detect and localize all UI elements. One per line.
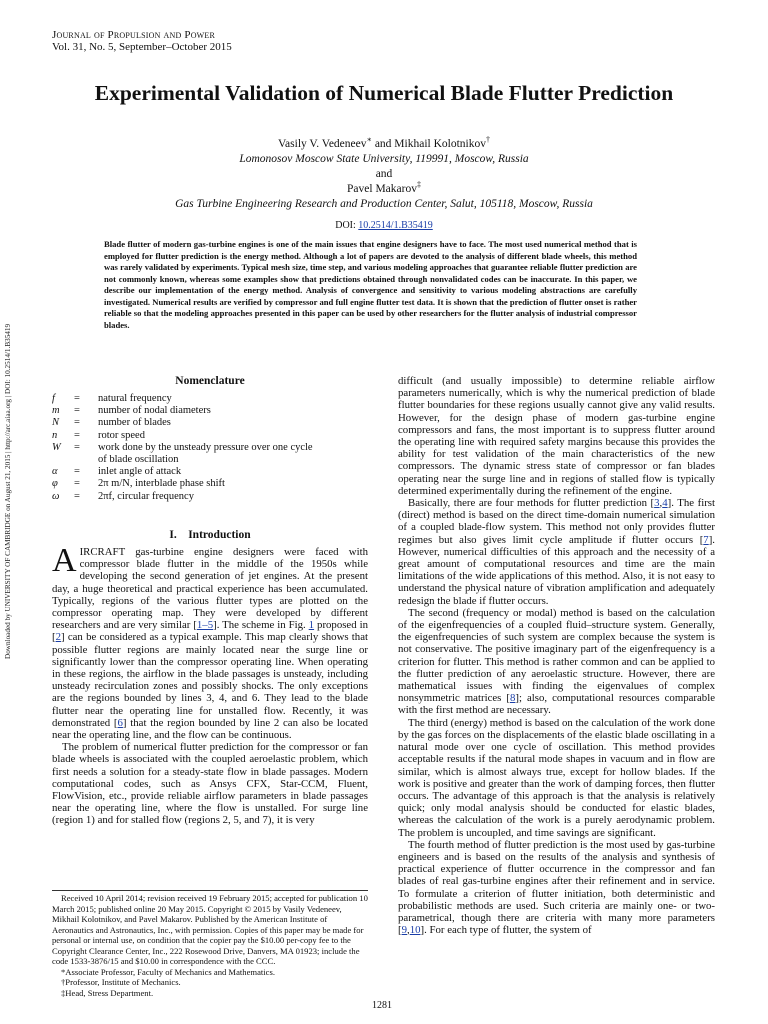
footnote-3: ‡Head, Stress Department.	[61, 987, 154, 998]
nomenclature-definition: natural frequency	[98, 393, 172, 404]
nomenclature-row	[52, 442, 314, 466]
abstract: Blade flutter of modern gas-turbine engines is one of the main issues that engine designers have to face. The most used numerical method that is employed for flutter prediction is the energy method. Although a lot of papers are devoted to the analysis of different blade wheels, this method was rarely validated by experiments. Typical mesh size, time step, and various modeling approaches that guarantee reliable flutter prediction are not commonly known, whereas some examples show that predictions obtained through nonvalidated codes can be inaccurate. In this paper, we describe our implementation of the energy method. Analysis of convergence and sensitivity to various modeling abstractions are carefully investigated. Numerical results are verified by compressor and full engine flutter test data. It is shown that the prediction of flutter onset is rather reliable so that the modeling approaches presented in this paper can be used by other researchers for the flutter analysis of industrial compressor blades.	[104, 239, 637, 330]
journal-volume: Vol. 31, No. 5, September–October 2015	[52, 41, 232, 53]
nomenclature-row	[52, 393, 352, 405]
nomenclature-definition: rotor speed	[98, 429, 145, 441]
nomenclature-equals: =	[74, 393, 80, 404]
nomenclature-symbol: m	[52, 405, 60, 417]
nomenclature-definition: number of blades	[98, 417, 171, 429]
nomenclature-definition: 2πf, circular frequency	[98, 490, 194, 502]
nomenclature-row	[52, 430, 352, 442]
affiliation-salut: Gas Turbine Engineering Research and Production Center, Salut, 105118, Moscow, Russia	[175, 198, 593, 210]
nomenclature-definition: work done by the unsteady pressure over one cycle of blade oscillation	[98, 441, 313, 466]
nomenclature-symbol: ω	[52, 490, 60, 502]
nomenclature-symbol: W	[52, 441, 61, 453]
body-text: ]. For each type of flutter, the system of	[420, 924, 592, 937]
nomenclature-equals: =	[74, 466, 80, 478]
figure-link[interactable]: 1	[308, 619, 315, 632]
citation-link[interactable]: 7	[703, 533, 709, 546]
nomenclature-heading: Nomenclature	[175, 375, 245, 387]
author-vedeneev: Vasily V. Vedeneev	[278, 138, 367, 150]
nomenclature-symbol: N	[52, 417, 60, 429]
right-column-text	[398, 375, 715, 936]
citation-link[interactable]: 4	[662, 497, 668, 510]
body-text: ,	[407, 924, 410, 937]
nomenclature-row	[52, 491, 352, 503]
nomenclature-equals: =	[74, 405, 80, 417]
author-conjunction: and	[371, 138, 395, 150]
author-footnote-mark[interactable]: ‡	[416, 180, 421, 190]
citation-link[interactable]: 1–5	[196, 619, 214, 632]
nomenclature-definition: 2π m/N, interblade phase shift	[98, 478, 225, 490]
body-text: ]; also, computational resources comparable with the first method are necessary.	[398, 692, 715, 717]
intro-text: proposed in [	[52, 619, 368, 644]
author-footnote-mark[interactable]: ∗	[366, 135, 372, 145]
authors-line-2	[100, 182, 668, 196]
journal-name: Journal of Propulsion and Power	[52, 29, 216, 41]
nomenclature-symbol: n	[52, 429, 58, 441]
page-number: 1281	[372, 1000, 392, 1011]
intro-text: ] can be considered as a typical example. This map clearly shows that possible flutter regions are mainly located near the surge line or significantly lower than the compressor operating line. When operating in these regions, the airflow in the blade passages is unsteady, including unsteady recirculation zones and possibly shocks. The only exceptions are the regions bounded by lines 3, 4, and 6. They lead to the blade flutter near the operating line for unstalled flow. Recently, it was demonstrated [	[52, 631, 368, 729]
body-text: Basically, there are four methods for flutter prediction [	[408, 497, 655, 510]
citation-link[interactable]: 6	[117, 716, 123, 729]
footnotes	[52, 893, 370, 998]
body-text: ]. The first (direct) method is based on the direct time-domain numerical simulation of a coupled blade-flow system. This method not only provides flutter regimes but also gives limit cycle amplitude if flutter occurs [	[398, 497, 715, 546]
author-footnote-mark[interactable]: †	[485, 135, 490, 145]
nomenclature-equals: =	[74, 490, 80, 502]
nomenclature-symbol: α	[52, 466, 58, 478]
nomenclature-row	[52, 478, 352, 490]
nomenclature-row	[52, 417, 352, 429]
authors-and: and	[375, 168, 393, 180]
citation-link[interactable]: 10	[409, 924, 421, 937]
footnote-divider	[52, 890, 368, 891]
nomenclature-row	[52, 405, 352, 417]
received-note: Received 10 April 2014; revision received 19 February 2015; accepted for publication 10 March 2015; published online 20 May 2015. Copyright © 2015 by Vasily Vedeneev, Mikhail Kolotnikov, and Pavel Makarov. Published by the American Institute of Aeronautics and Astronautics, Inc., with permission. Copies of this paper may be made for personal or internal use, on condition that the copier pay the $10.00 per-copy fee to the Copyright Clearance Center, Inc., 222 Rosewood Drive, Danvers, MA 01923; include the code 1533-3876/15 and $10.00 in correspondence with the CCC.	[52, 893, 368, 966]
nomenclature-table	[52, 393, 352, 503]
body-text: ]. However, numerical difficulties of this approach and the necessity of a great amount of computational resources and time are the main limitations of the wide applications of this method. Also, it is not easy to understand the physical nature of vibration amplification and adequately redesign the blade if flutter occurs.	[398, 533, 715, 607]
intro-paragraph-1	[52, 542, 368, 742]
body-text: The fourth method of flutter prediction is the most used by gas-turbine engineers and is based on the results of the analysis and synthesis of practical experience of flutter occurrence in the compressor and fan blades of real gas-turbine engines after their refinement and in service. To formulate a criterion of flutter initiation, both deterministic and probabilistic methods are used. Such criteria are mainly one- or two-parametrical, though there are criteria with many more parameters [	[398, 838, 715, 937]
body-text: ,	[659, 497, 663, 510]
nomenclature-definition: number of nodal diameters	[98, 405, 211, 417]
author-makarov: Pavel Makarov	[347, 183, 417, 195]
doi-link[interactable]: 10.2514/1.B35419	[358, 220, 433, 231]
nomenclature-symbol: φ	[52, 478, 58, 490]
nomenclature-definition: inlet angle of attack	[98, 466, 182, 478]
introduction-heading: I. Introduction	[169, 529, 251, 541]
nomenclature-equals: =	[74, 478, 80, 490]
left-column-text	[52, 542, 368, 827]
nomenclature-equals: =	[74, 441, 80, 453]
nomenclature-equals: =	[74, 417, 80, 429]
intro-text: ] that the region bounded by line 2 can also be located near the operating line, and the flow can be continuous.	[52, 716, 368, 742]
nomenclature-symbol: f	[52, 393, 55, 404]
intro-text: ]. The scheme in Fig.	[213, 619, 309, 632]
intro-paragraph-2: The problem of numerical flutter prediction for the compressor or fan blade wheels is associated with the coupled aeroelastic problem, which first needs a solution for a steady-state flow in blade passages. Modern computational codes, such as Ansys CFX, Star-CCM, Fluent, FlowVision, etc., provide reliable airflow parameters in blade passages near the operating line, where the flow is unstalled. For surge line (region 1) and for stalled flow (regions 2, 5, and 7), it is very	[52, 741, 368, 827]
nomenclature-row	[52, 466, 352, 478]
citation-link[interactable]: 9	[401, 924, 408, 937]
nomenclature-equals: =	[74, 429, 80, 441]
right-paragraph-2	[398, 497, 715, 607]
right-paragraph-5	[398, 839, 715, 937]
citation-link[interactable]: 2	[55, 631, 62, 644]
footnote-2: †Professor, Institute of Mechanics.	[61, 977, 181, 987]
right-paragraph-3	[398, 607, 715, 717]
drop-cap: A	[52, 542, 77, 579]
affiliation-msu: Lomonosov Moscow State University, 119991, Moscow, Russia	[239, 153, 529, 165]
footnote-1: *Associate Professor, Faculty of Mechanics and Mathematics.	[61, 966, 275, 977]
doi-line	[100, 219, 668, 233]
doi-label: DOI:	[335, 220, 359, 231]
intro-text: IRCRAFT gas-turbine engine designers were faced with compressor blade flutter in the middle of the 1950s while developing the second generation of jet engines. At the present day, a huge theoretical and practical experience has been accumulated. Typically, regions of the various flutter types are plotted on the compressor operating map. They were developed by different researchers and are very similar [	[52, 546, 368, 632]
citation-link[interactable]: 8	[509, 692, 516, 705]
body-text: The second (frequency or modal) method is based on the calculation of the eigenfrequencies of a coupled fluid–structure system. Generally, the eigenfrequencies of such system are complex because the system is not conservative. The positive imaginary part of the eigenfrequency is a criterion for flutter. This method is rather common and can be applied to the flutter prediction of any aeroelastic structure. However, there are mathematical issues with finding the eigenvalues of complex nonsymmetric matrices [	[398, 606, 715, 705]
citation-link[interactable]: 3	[654, 497, 660, 510]
paper-title: Experimental Validation of Numerical Blade Flutter Prediction	[94, 81, 674, 105]
author-kolotnikov: Mikhail Kolotnikov	[394, 138, 486, 150]
right-paragraph-4: The third (energy) method is based on the calculation of the work done by the gas forces on the displacements of the elastic blade oscillating in a natural mode over one cycle of oscillation. This method provides acceptable results if the natural mode shapes in vacuum and in flow are similar, which is almost always true, except for hollow blades. If the work is positive and greater than the work of damping forces, then flutter occurs. The advantage of this approach is that the analysis is relatively quick; only modal analysis should be conducted for elastic blades, whereas the calculation of the work is a purely aerodynamic problem. The problem is uncoupled, and time savings are significant.	[398, 716, 715, 839]
authors-line-1	[100, 137, 668, 151]
download-watermark: Downloaded by UNIVERSITY OF CAMBRIDGE on August 21, 2015 | http://arc.aiaa.org | DOI: 10.2514/1.B35419	[4, 323, 12, 659]
right-paragraph-1: difficult (and usually impossible) to determine reliable airflow parameters numerically, which is why the numerical prediction of blade flutter boundaries for these regions usually cannot give any valid results. However, for the design phase of modern gas-turbine engine compressors and fans, the most important is to suppress flutter around the operating line with required safety margins because this provides the ability for test validation of the main characteristics of the new compressors. The dynamic stress state of compressor or fan blades operating near the surge line and in regions of stalled flow is typically determined experimentally during the refinement of the engine.	[398, 375, 715, 497]
